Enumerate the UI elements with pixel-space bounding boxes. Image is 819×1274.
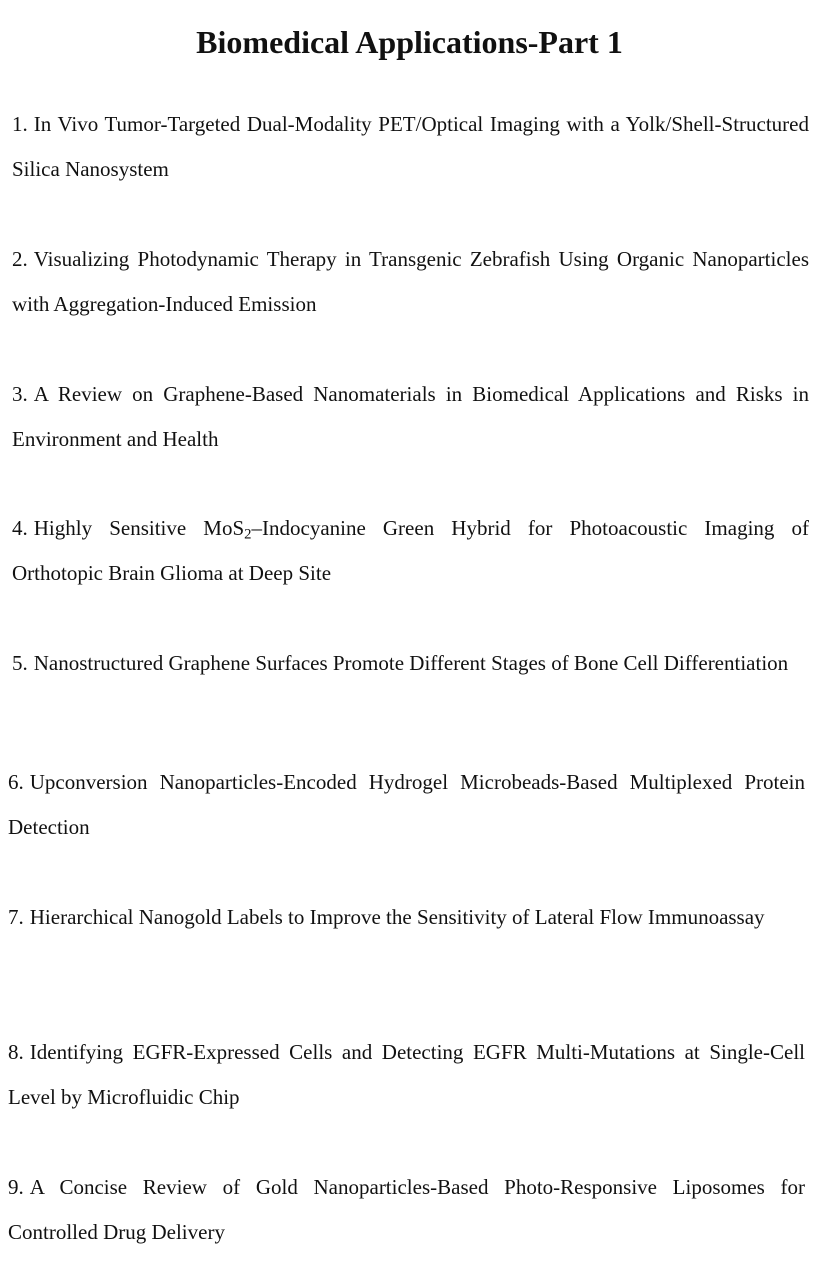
page-title: Biomedical Applications-Part 1 (196, 24, 623, 60)
item-title: Upconversion Nanoparticles-Encoded Hydrogel Microbeads-Based Multiplexed Protein Detection (8, 770, 805, 839)
list-item (8, 895, 805, 940)
list-item (12, 506, 809, 596)
item-title: A Review on Graphene-Based Nanomaterials in Biomedical Applications and Risks in Environment and Health (12, 382, 809, 451)
item-title: In Vivo Tumor-Targeted Dual-Modality PET/Optical Imaging with a Yolk/Shell-Structured Silica Nanosystem (12, 112, 809, 181)
item-title: Hierarchical Nanogold Labels to Improve the Sensitivity of Lateral Flow Immunoassay (29, 905, 765, 929)
item-number: 3. (12, 382, 28, 406)
item-number: 6. (8, 770, 24, 794)
item-title-part: Highly Sensitive MoS (33, 516, 245, 540)
item-number: 4. (12, 516, 28, 540)
list-item (8, 760, 805, 850)
item-title: A Concise Review of Gold Nanoparticles-Based Photo-Responsive Liposomes for Controlled Drug Delivery (8, 1175, 805, 1244)
item-number: 7. (8, 905, 24, 929)
list-item (12, 372, 809, 462)
list-item (12, 237, 809, 327)
item-number: 2. (12, 247, 28, 271)
item-title: Visualizing Photodynamic Therapy in Transgenic Zebrafish Using Organic Nanoparticles with Aggregation-Induced Emission (12, 247, 809, 316)
item-number: 1. (12, 112, 28, 136)
item-title: Identifying EGFR-Expressed Cells and Detecting EGFR Multi-Mutations at Single-Cell Level by Microfluidic Chip (8, 1040, 805, 1109)
list-item (8, 1165, 805, 1255)
list-item (12, 641, 809, 686)
item-number: 5. (12, 651, 28, 675)
list-item (12, 102, 809, 192)
item-title-part: –Indocyanine Green Hybrid for Photoacoustic Imaging of Orthotopic Brain Glioma at Deep Site (12, 516, 809, 585)
item-number: 8. (8, 1040, 24, 1064)
item-title-subscript: 2 (244, 526, 252, 543)
item-number: 9. (8, 1175, 24, 1199)
item-title: Nanostructured Graphene Surfaces Promote Different Stages of Bone Cell Differentiation (33, 651, 789, 675)
list-item (8, 1030, 805, 1120)
